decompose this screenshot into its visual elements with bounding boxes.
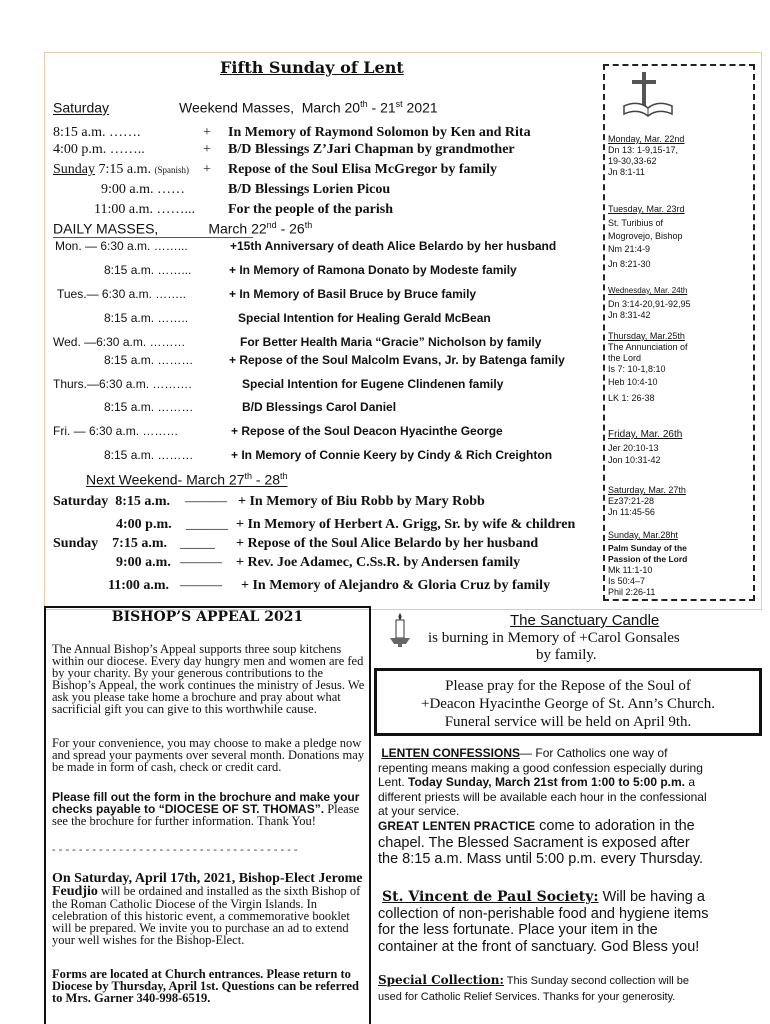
next-weekend-header: Next Weekend- March 27th - 28th bbox=[86, 471, 288, 488]
next-row: Saturday 8:15 a.m. bbox=[53, 494, 171, 509]
appeal-paragraph: The Annual Bishop’s Appeal supports three soup kitchens within our diocese. Every day hungry men and women are fed by your charity. By your generous contributions to the Bishop’s Appeal, the work continues the ministry of Jesus. We ask you please take home a brochure and pray about what sacrificial gift you can give to this worthwhile cause. bbox=[52, 642, 365, 716]
daily-row-time: 8:15 a.m. …….. bbox=[104, 311, 189, 325]
forms-paragraph: Forms are located at Church entrances. Please return to Diocese by Thursday, April 1st. Questions can be referred to Mrs. Garner 340-998-6519. bbox=[52, 967, 359, 1005]
reading-tuesday: Tuesday, Mar. 23rd St. Turibius of Mogrovejo, Bishop Nm 21:4-9 Jn 8:21-30 bbox=[608, 204, 685, 269]
lenten-confessions: LENTEN CONFESSIONS— For Catholics one way of repenting means making a good confession especially during Lent. Today Sunday, March 21st from 1:00 to 5:00 p.m. a different priests will be available each hour in the confessional at your service. bbox=[378, 746, 707, 818]
daily-row-time: 8:15 a.m. ……... bbox=[104, 263, 192, 277]
weekend-row-mark: + bbox=[203, 142, 211, 157]
weekend-row-text: In Memory of Raymond Solomon by Ken and Rita bbox=[228, 125, 531, 140]
weekend-row-text: B/D Blessings Z’Jari Chapman by grandmother bbox=[228, 142, 515, 157]
sanctuary-title: The Sanctuary Candle bbox=[510, 612, 660, 629]
next-row-line: ______ bbox=[186, 517, 228, 532]
next-row-line: _____ bbox=[180, 536, 215, 551]
appeal-paragraph: For your convenience, you may choose to make a pledge now and spread your payments over several month. Donations may be made in form of cash, check or credit card. bbox=[52, 736, 365, 774]
daily-row-time: 8:15 a.m. ……… bbox=[104, 353, 194, 367]
next-row-text: + In Memory of Biu Robb by Mary Robb bbox=[238, 494, 485, 509]
daily-row-text: + Repose of the Soul Deacon Hyacinthe George bbox=[231, 424, 503, 438]
next-row: Sunday 7:15 a.m. bbox=[53, 536, 167, 551]
next-row-text: + Repose of the Soul Alice Belardo by her husband bbox=[236, 536, 539, 551]
weekend-row: Sunday 7:15 a.m. (Spanish) bbox=[53, 162, 189, 177]
appeal-paragraph: Please fill out the form in the brochure and make your checks payable to “DIOCESE OF ST. THOMAS”. Please see the brochure for further information. Thank You! bbox=[52, 790, 360, 828]
daily-row-time: 8:15 a.m. ……… bbox=[104, 400, 194, 414]
daily-row-text: + In Memory of Connie Keery by Cindy & Rich Creighton bbox=[231, 448, 553, 462]
next-row: 4:00 p.m. bbox=[116, 517, 172, 532]
next-row-line: ——— bbox=[185, 494, 227, 509]
reading-monday: Monday, Mar. 22nd Dn 13: 1-9,15-17, 19-30,33-62 Jn 8:1-11 bbox=[608, 134, 685, 177]
appeal-divider: - - - - - - - - - - - - - - - - - - - - - - - - - - - - - - - - - - - - - bbox=[52, 844, 298, 856]
daily-row-text: B/D Blessings Carol Daniel bbox=[242, 400, 397, 414]
next-row-text: + In Memory of Alejandro & Gloria Cruz by family bbox=[241, 578, 551, 593]
page-title: Fifth Sunday of Lent bbox=[220, 58, 404, 77]
weekend-row: 4:00 p.m. …….. bbox=[53, 142, 145, 157]
daily-row-time: Tues.— 6:30 a.m. …….. bbox=[57, 287, 186, 301]
reading-sunday: Sunday, Mar.28ht Palm Sunday of the Passion of the Lord Mk 11:1-10 Is 50:4–7 Phil 2:26-11 bbox=[608, 530, 688, 597]
next-row-line: ——— bbox=[180, 555, 222, 570]
special-collection: Special Collection: This Sunday second collection will be used for Catholic Relief Services. Thanks for your generosity. bbox=[378, 973, 690, 1003]
weekend-row: 11:00 a.m. ……... bbox=[94, 202, 195, 217]
reading-thursday: Thursday, Mar.25th The Annunciation of the Lord Is 7: 10-1,8:10 Heb 10:4-10 LK 1: 26-38 bbox=[608, 331, 688, 403]
bible-icon bbox=[620, 70, 676, 122]
daily-row-time: Fri. — 6:30 a.m. ……… bbox=[53, 424, 179, 438]
next-row-text: + In Memory of Herbert A. Grigg, Sr. by wife & children bbox=[236, 517, 576, 532]
weekend-row-text: For the people of the parish bbox=[228, 202, 394, 217]
daily-row-text: + In Memory of Basil Bruce by Bruce family bbox=[229, 287, 477, 301]
daily-row-time: Wed. —6:30 a.m. ……… bbox=[53, 335, 186, 349]
weekend-row-mark: + bbox=[203, 162, 211, 177]
weekend-row-text: B/D Blessings Lorien Picou bbox=[228, 182, 391, 197]
reading-wednesday: Wednesday, Mar. 24th Dn 3:14-20,91-92,95 Jn 8:31-42 bbox=[608, 286, 691, 320]
next-row: 11:00 a.m. bbox=[108, 578, 170, 593]
daily-header-underline bbox=[53, 237, 253, 238]
candle-icon bbox=[384, 612, 416, 648]
bishops-appeal-title: BISHOP’S APPEAL 2021 bbox=[111, 609, 304, 625]
weekend-header: Saturday Weekend Masses, March 20th - 21st 2021 bbox=[53, 99, 438, 116]
daily-row-time: Mon. — 6:30 a.m. ……... bbox=[55, 239, 188, 253]
weekend-row: 9:00 a.m. …… bbox=[101, 182, 185, 197]
reading-friday: Friday, Mar. 26th Jer 20:10-13 Jon 10:31-42 bbox=[608, 429, 683, 465]
sanctuary-text-2: by family. bbox=[536, 647, 597, 663]
next-row: 9:00 a.m. bbox=[116, 555, 171, 570]
next-row-text: + Rev. Joe Adamec, C.Ss.R. by Andersen family bbox=[236, 555, 521, 570]
daily-row-text: +15th Anniversary of death Alice Belardo by her husband bbox=[230, 239, 557, 253]
sanctuary-text: is burning in Memory of +Carol Gonsales bbox=[428, 630, 680, 646]
daily-row-text: Special Intention for Healing Gerald McBean bbox=[238, 311, 491, 325]
daily-header: DAILY MASSES, March 22nd - 26th bbox=[53, 220, 313, 237]
daily-row-text: + In Memory of Ramona Donato by Modeste family bbox=[229, 263, 517, 277]
ordination-paragraph: On Saturday, April 17th, 2021, Bishop-Elect Jerome Feudjio will be ordained and installed as the sixth Bishop of the Roman Catholic Diocese of the Virgin Islands. In celebration of this historic event, a commemorative booklet will be prepared. We invite you to purchase an ad to extend your well wishes for the Bishop-Elect. bbox=[52, 871, 363, 947]
lenten-practice: GREAT LENTEN PRACTICE come to adoration in the chapel. The Blessed Sacrament is exposed after the 8:15 a.m. Mass until 5:00 p.m. every Thursday. bbox=[378, 818, 704, 867]
daily-row-text: + Repose of the Soul Malcolm Evans, Jr. by Batenga family bbox=[229, 353, 565, 367]
weekend-row-mark: + bbox=[203, 125, 211, 140]
daily-row-time: 8:15 a.m. ……… bbox=[104, 448, 194, 462]
weekend-row: 8:15 a.m. ……. bbox=[53, 125, 141, 140]
reading-saturday: Saturday, Mar. 27th Ez37:21-28 Jn 11:45-56 bbox=[608, 485, 686, 517]
weekend-row-text: Repose of the Soul Elisa McGregor by family bbox=[228, 162, 497, 177]
daily-row-text: For Better Health Maria “Gracie” Nicholson by family bbox=[240, 335, 542, 349]
daily-row-time: Thurs.—6:30 a.m. ………. bbox=[53, 377, 192, 391]
repose-notice: Please pray for the Repose of the Soul of +Deacon Hyacinthe George of St. Ann’s Church. Funeral service will be held on April 9th. bbox=[374, 668, 762, 736]
svdp-notice: St. Vincent de Paul Society: Will be having a collection of non-perishable food and hygiene items for the less fortunate. Place your item in the container at the front of sanctuary. God Bless you! bbox=[378, 889, 709, 955]
next-row-line: ——— bbox=[180, 578, 222, 593]
daily-row-text: Special Intention for Eugene Clindenen family bbox=[242, 377, 504, 391]
